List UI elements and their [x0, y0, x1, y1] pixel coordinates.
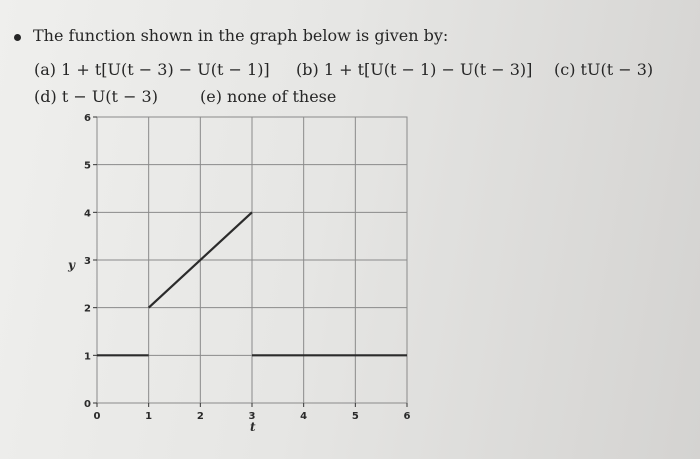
y-axis-label: y [68, 258, 75, 272]
option-e[interactable]: (e) none of these [200, 87, 337, 106]
x-tick-label: 1 [145, 411, 153, 422]
y-tick-label: 3 [84, 256, 91, 267]
y-tick-label: 1 [84, 351, 91, 363]
x-tick-label: 4 [300, 411, 308, 422]
x-tick-label: 2 [196, 411, 204, 422]
y-tick-label: 5 [84, 160, 91, 172]
y-tick-label: 6 [84, 113, 91, 124]
y-tick-label: 4 [84, 208, 91, 220]
x-tick-label: 3 [248, 411, 256, 422]
option-b[interactable]: (b) 1 + t[U(t − 1) − U(t − 3)] [296, 60, 533, 79]
x-tick-label: 5 [351, 411, 359, 422]
question-stem: The function shown in the graph below is given by: [33, 26, 449, 45]
option-a[interactable]: (a) 1 + t[U(t − 3) − U(t − 1)] [34, 60, 270, 79]
option-c[interactable]: (c) tU(t − 3) [554, 60, 654, 79]
y-tick-label: 0 [84, 399, 91, 410]
y-tick-label: 2 [84, 303, 91, 315]
x-axis-label: t [250, 420, 256, 434]
x-tick-label: 0 [93, 411, 101, 422]
option-d[interactable]: (d) t − U(t − 3) [34, 87, 158, 106]
x-tick-label: 6 [403, 411, 411, 422]
